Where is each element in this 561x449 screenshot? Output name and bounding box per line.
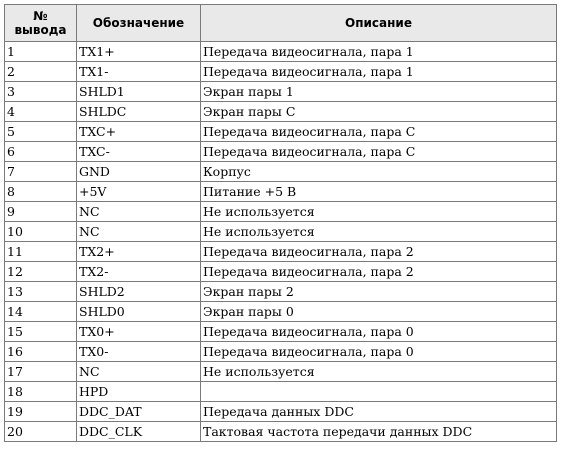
pin-number-cell: 14	[5, 302, 77, 322]
description-cell: Тактовая частота передачи данных DDC	[201, 422, 557, 442]
table-row	[5, 62, 557, 82]
table-row	[5, 342, 557, 362]
signal-name-cell: NC	[77, 222, 201, 242]
pin-number-cell: 16	[5, 342, 77, 362]
signal-name-cell: NC	[77, 202, 201, 222]
pin-number-cell: 13	[5, 282, 77, 302]
column-header-pin-number-line2: вывода	[14, 23, 67, 37]
signal-name-cell: TX0+	[77, 322, 201, 342]
signal-name-cell: TX0-	[77, 342, 201, 362]
table-row	[5, 122, 557, 142]
table-row	[5, 422, 557, 442]
pin-number-cell: 12	[5, 262, 77, 282]
description-cell: Не используется	[201, 362, 557, 382]
signal-name-cell: SHLD0	[77, 302, 201, 322]
pin-number-cell: 15	[5, 322, 77, 342]
signal-name-cell: TX1+	[77, 42, 201, 62]
pin-number-cell: 5	[5, 122, 77, 142]
table-row	[5, 362, 557, 382]
table-header-row	[5, 5, 557, 42]
table-row	[5, 382, 557, 402]
column-header-pin-number	[5, 5, 77, 42]
signal-name-cell: SHLD1	[77, 82, 201, 102]
pin-number-cell: 2	[5, 62, 77, 82]
pin-number-cell: 8	[5, 182, 77, 202]
table-row	[5, 242, 557, 262]
column-header-signal: Обозначение	[77, 5, 201, 42]
table-row	[5, 182, 557, 202]
table-row	[5, 282, 557, 302]
signal-name-cell: HPD	[77, 382, 201, 402]
signal-name-cell: DDC_DAT	[77, 402, 201, 422]
description-cell: Экран пары 0	[201, 302, 557, 322]
table-row	[5, 82, 557, 102]
description-cell: Передача видеосигнала, пара С	[201, 122, 557, 142]
pin-number-cell: 9	[5, 202, 77, 222]
description-cell: Корпус	[201, 162, 557, 182]
table-row	[5, 202, 557, 222]
table-row	[5, 302, 557, 322]
pin-number-cell: 19	[5, 402, 77, 422]
signal-name-cell: TX2+	[77, 242, 201, 262]
column-header-pin-number-line1: №	[33, 9, 48, 23]
description-cell: Экран пары 1	[201, 82, 557, 102]
pin-number-cell: 1	[5, 42, 77, 62]
signal-name-cell: DDC_CLK	[77, 422, 201, 442]
description-cell: Передача видеосигнала, пара 2	[201, 242, 557, 262]
table-row	[5, 162, 557, 182]
table-row	[5, 42, 557, 62]
description-cell: Передача данных DDC	[201, 402, 557, 422]
pinout-table	[4, 4, 557, 442]
description-cell: Экран пары 2	[201, 282, 557, 302]
pin-number-cell: 7	[5, 162, 77, 182]
signal-name-cell: TXC+	[77, 122, 201, 142]
table-row	[5, 322, 557, 342]
pin-number-cell: 20	[5, 422, 77, 442]
signal-name-cell: SHLD2	[77, 282, 201, 302]
description-cell: Передача видеосигнала, пара 0	[201, 322, 557, 342]
description-cell: Передача видеосигнала, пара С	[201, 142, 557, 162]
pin-number-cell: 17	[5, 362, 77, 382]
signal-name-cell: TX2-	[77, 262, 201, 282]
pin-number-cell: 11	[5, 242, 77, 262]
table-row	[5, 222, 557, 242]
signal-name-cell: TX1-	[77, 62, 201, 82]
pin-number-cell: 18	[5, 382, 77, 402]
description-cell: Питание +5 В	[201, 182, 557, 202]
description-cell: Передача видеосигнала, пара 1	[201, 42, 557, 62]
description-cell: Передача видеосигнала, пара 1	[201, 62, 557, 82]
pin-number-cell: 3	[5, 82, 77, 102]
description-cell: Экран пары С	[201, 102, 557, 122]
description-cell: Передача видеосигнала, пара 2	[201, 262, 557, 282]
column-header-description: Описание	[201, 5, 557, 42]
signal-name-cell: GND	[77, 162, 201, 182]
pin-number-cell: 6	[5, 142, 77, 162]
description-cell: Не используется	[201, 222, 557, 242]
description-cell: Не используется	[201, 202, 557, 222]
table-row	[5, 402, 557, 422]
table-row	[5, 102, 557, 122]
signal-name-cell: NC	[77, 362, 201, 382]
pin-number-cell: 10	[5, 222, 77, 242]
description-cell: Передача видеосигнала, пара 0	[201, 342, 557, 362]
description-cell	[201, 382, 557, 402]
table-row	[5, 262, 557, 282]
signal-name-cell: SHLDC	[77, 102, 201, 122]
pin-number-cell: 4	[5, 102, 77, 122]
signal-name-cell: +5V	[77, 182, 201, 202]
table-row	[5, 142, 557, 162]
signal-name-cell: TXC-	[77, 142, 201, 162]
